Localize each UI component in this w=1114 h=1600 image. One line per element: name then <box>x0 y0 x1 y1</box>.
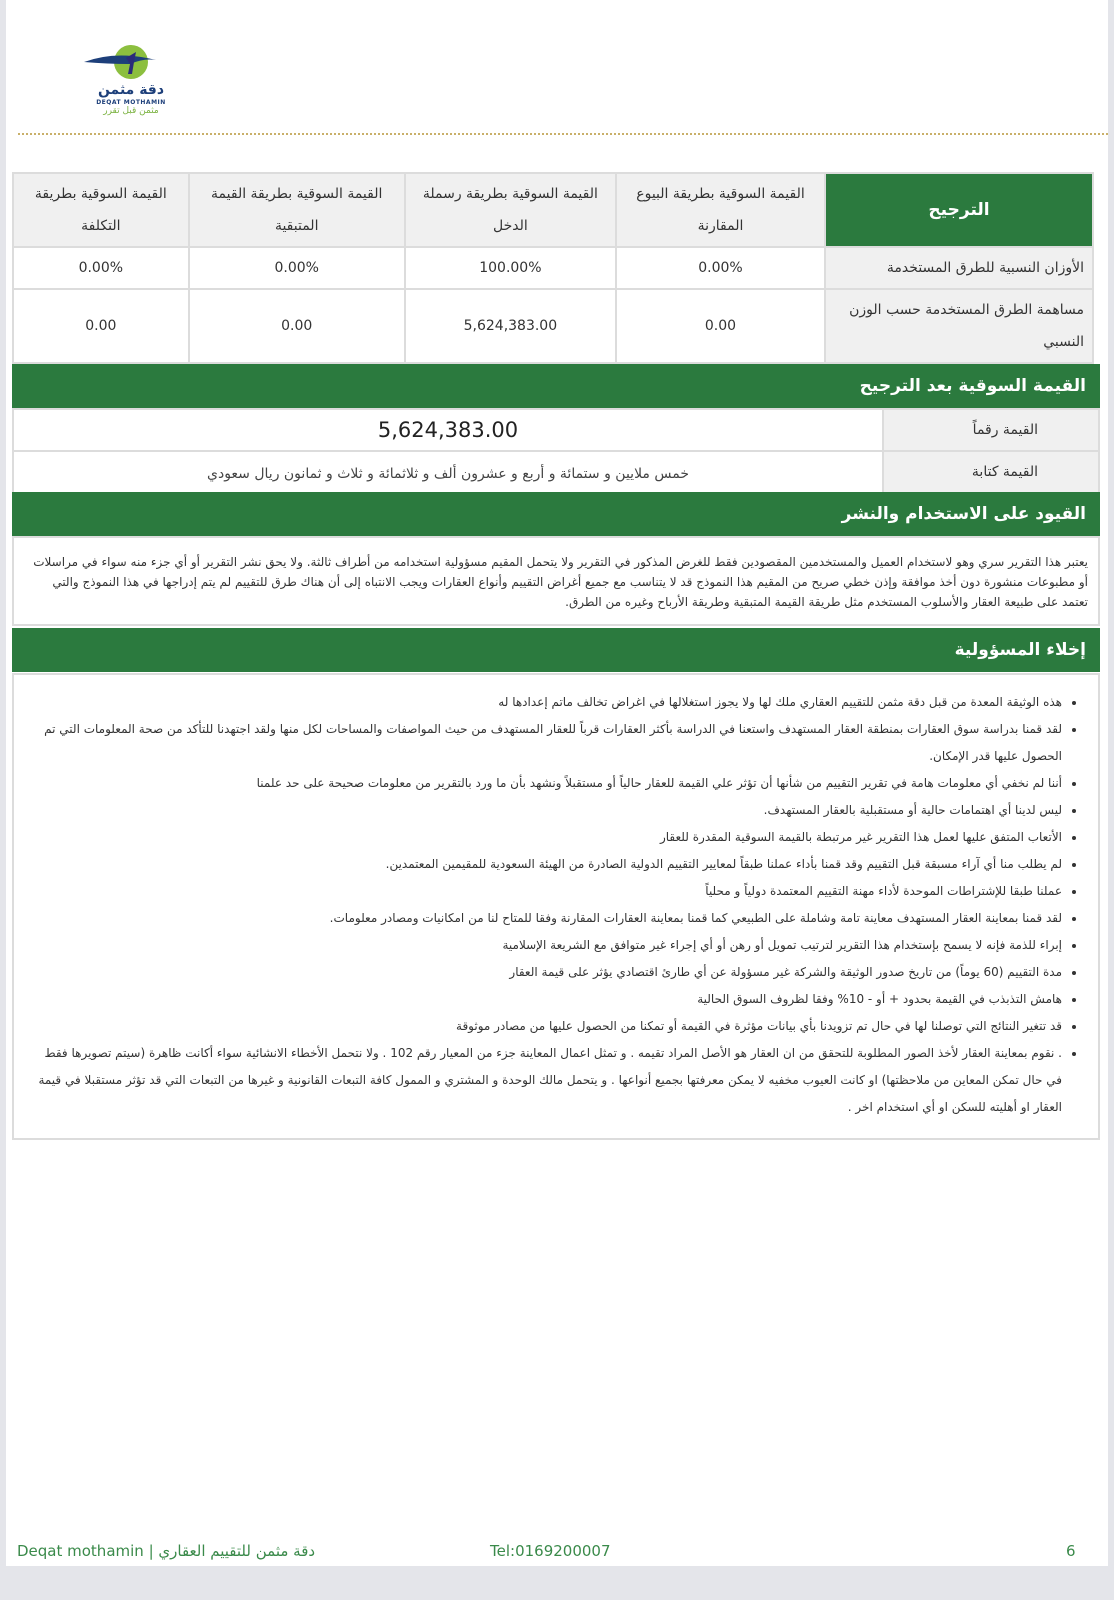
table-row <box>13 451 1099 493</box>
weighting-header-row <box>13 173 1093 247</box>
market-value-section-title: القيمة السوقية بعد الترجيح <box>12 364 1100 408</box>
list-item: • لقد قمنا بمعاينة العقار المستهدف معاينة تامة وشاملة على الطبيعي كما قمنا بمعاينة العقارات المقارنة وفقا للمتاح لنا من امكانيات ومصادر معلومات. <box>32 905 1062 932</box>
footer-company: Deqat mothamin | دقة مثمن للتقييم العقاري <box>17 1542 316 1560</box>
table-row <box>13 409 1099 451</box>
list-item: • هامش التذبذب في القيمة بحدود + أو - 10% وفقا لظروف السوق الحالية <box>32 986 1062 1013</box>
logo-name-latin: DEQAT MOTHAMIN <box>96 99 166 106</box>
restrictions-body: يعتبر هذا التقرير سري وهو لاستخدام العميل والمستخدمين المقصودين فقط للغرض المذكور في التقرير ولا يتحمل المقيم مسؤولية استخدامه من أطراف ثالثة. ولا يحق نشر التقرير أو أي جزء منه سواء في مراسلات أو مطبوعات منشورة دون أخذ موافقة وإذن خطي صريح من المقيم هذا النموذج قد لا يتناسب مع جميع أغراض التقييم وأنواع العقارات ويجب الانتباه إلى أن هناك طرق للتقييم لم يتم إدراجها في هذا النموذج والتي تعتمد على طبيعة العقار والأسلوب المستخدم مثل طريقة القيمة المتبقية وطريقة الأرباح وغيره من الطرق. <box>12 536 1100 626</box>
list-item: • أننا لم نخفي أي معلومات هامة في تقرير التقييم من شأنها أن تؤثر علي القيمة للعقار حالياً أو مستقبلاً ونشهد بأن ما ورد بالتقرير من معلومات صحيحة على حد علمنا <box>32 770 1062 797</box>
restrictions-section-title: القيود على الاستخدام والنشر <box>12 492 1100 536</box>
footer-phone: Tel:0169200007 <box>490 1542 611 1560</box>
disclaimer-section-title: إخلاء المسؤولية <box>12 628 1100 672</box>
list-item: • إبراء للذمة فإنه لا يسمح بإستخدام هذا التقرير لترتيب تمويل أو رهن أو أي إجراء غير متوافق مع الشريعة الإسلامية <box>32 932 1062 959</box>
numeric-value-text: 5,624,383.00 <box>377 418 519 442</box>
list-item: • لم يطلب منا أي آراء مسبقة قبل التقييم وقد قمنا بأداء عملنا طبقاً لمعايير التقييم الدولية الصادرة من الهيئة السعودية للمقيمين المعتمدين. <box>32 851 1062 878</box>
weighting-table <box>12 172 1094 364</box>
column-header-cost: القيمة السوقية بطريقة التكلفة <box>13 173 189 247</box>
weighting-header-lead: الترجيح <box>825 173 1093 247</box>
table-cell: 100.00% <box>405 247 616 289</box>
list-item: • . نقوم بمعاينة العقار لأخذ الصور المطلوبة للتحقق من ان العقار هو الأصل المراد تقيمه . و تمثل اعمال المعاينة جزء من المعيار رقم 102 . ولا نتحمل الأخطاء الانشائية سواء أكانت ظاهرة (سيتم تصويرها فقط في حال تمكن المعاين من ملاحظتها) او كانت العيوب مخفيه لا يمكن معرفتها بجميع أنواعها . و يتحمل مالك الوحدة و المشتري و الممول كافة التبعات القانونية و غيرها من التبعات التي قد تؤثر مستقبلا في قيمة العقار او أهليته للسكن او أي استخدام اخر . <box>32 1040 1062 1121</box>
list-item: • الأتعاب المتفق عليها لعمل هذا التقرير غير مرتبطة بالقيمة السوقية المقدرة للعقار <box>32 824 1062 851</box>
table-cell: 0.00% <box>13 247 189 289</box>
numeric-value <box>13 409 883 451</box>
text-value <box>13 451 883 493</box>
column-header-income: القيمة السوقية بطريقة رسملة الدخل <box>405 173 616 247</box>
list-item: • ليس لدينا أي اهتمامات حالية أو مستقبلية بالعقار المستهدف. <box>32 797 1062 824</box>
disclaimer-body <box>12 673 1100 1140</box>
row-label-weights: الأوزان النسبية للطرق المستخدمة <box>825 247 1093 289</box>
table-cell: 0.00 <box>616 289 825 363</box>
table-row <box>13 289 1093 363</box>
table-cell: 5,624,383.00 <box>405 289 616 363</box>
table-cell: 0.00 <box>189 289 405 363</box>
table-cell: 0.00% <box>189 247 405 289</box>
footer-page-number: 6 <box>1066 1542 1076 1560</box>
logo-emblem-icon <box>76 40 186 86</box>
numeric-value-label: القيمة رقماً <box>883 409 1099 451</box>
list-item: • قد تتغير النتائج التي توصلنا لها في حال تم تزويدنا بأي بيانات مؤثرة في القيمة أو تمكنا من الحصول عليها من مصادر موثوقة <box>32 1013 1062 1040</box>
column-header-residual: القيمة السوقية بطريقة القيمة المتبقية <box>189 173 405 247</box>
table-cell: 0.00% <box>616 247 825 289</box>
dotted-divider <box>18 133 1108 135</box>
logo-tagline: مثمن قبل تقرر <box>103 106 159 116</box>
market-value-table <box>12 408 1100 494</box>
table-cell: 0.00 <box>13 289 189 363</box>
company-logo <box>76 40 186 120</box>
list-item: • هذه الوثيقة المعدة من قبل دقة مثمن للتقييم العقاري ملك لها ولا يجوز استغلالها في اغراض تخالف ماتم إعدادها له <box>32 689 1062 716</box>
logo-name-arabic: دقة مثمن <box>97 82 165 98</box>
disclaimer-list <box>32 689 1084 1121</box>
table-row <box>13 247 1093 289</box>
list-item: • مدة التقييم (60 يوماً) من تاريخ صدور الوثيقة والشركة غير مسؤولة عن أي طارئ اقتصادي يؤثر على قيمة العقار <box>32 959 1062 986</box>
list-item: • عملنا طبقا للإشتراطات الموحدة لأداء مهنة التقييم المعتمدة دولياً و محلياً <box>32 878 1062 905</box>
list-item: • لقد قمنا بدراسة سوق العقارات بمنطقة العقار المستهدف واستعنا في الدراسة بأكثر العقارات قرباً للعقار المستهدف من حيث المواصفات والمساحات لكل منها ولقد اجتهدنا للتأكد من صحة المعلومات التي تم الحصول عليها قدر الإمكان. <box>32 716 1062 770</box>
text-value-text: خمس ملايين و ستمائة و أربع و عشرون ألف و ثلاثمائة و ثلاث و ثمانون ريال سعودي <box>207 465 689 482</box>
text-value-label: القيمة كتابة <box>883 451 1099 493</box>
column-header-comparison: القيمة السوقية بطريقة البيوع المقارنة <box>616 173 825 247</box>
row-label-contribution: مساهمة الطرق المستخدمة حسب الوزن النسبي <box>825 289 1093 363</box>
